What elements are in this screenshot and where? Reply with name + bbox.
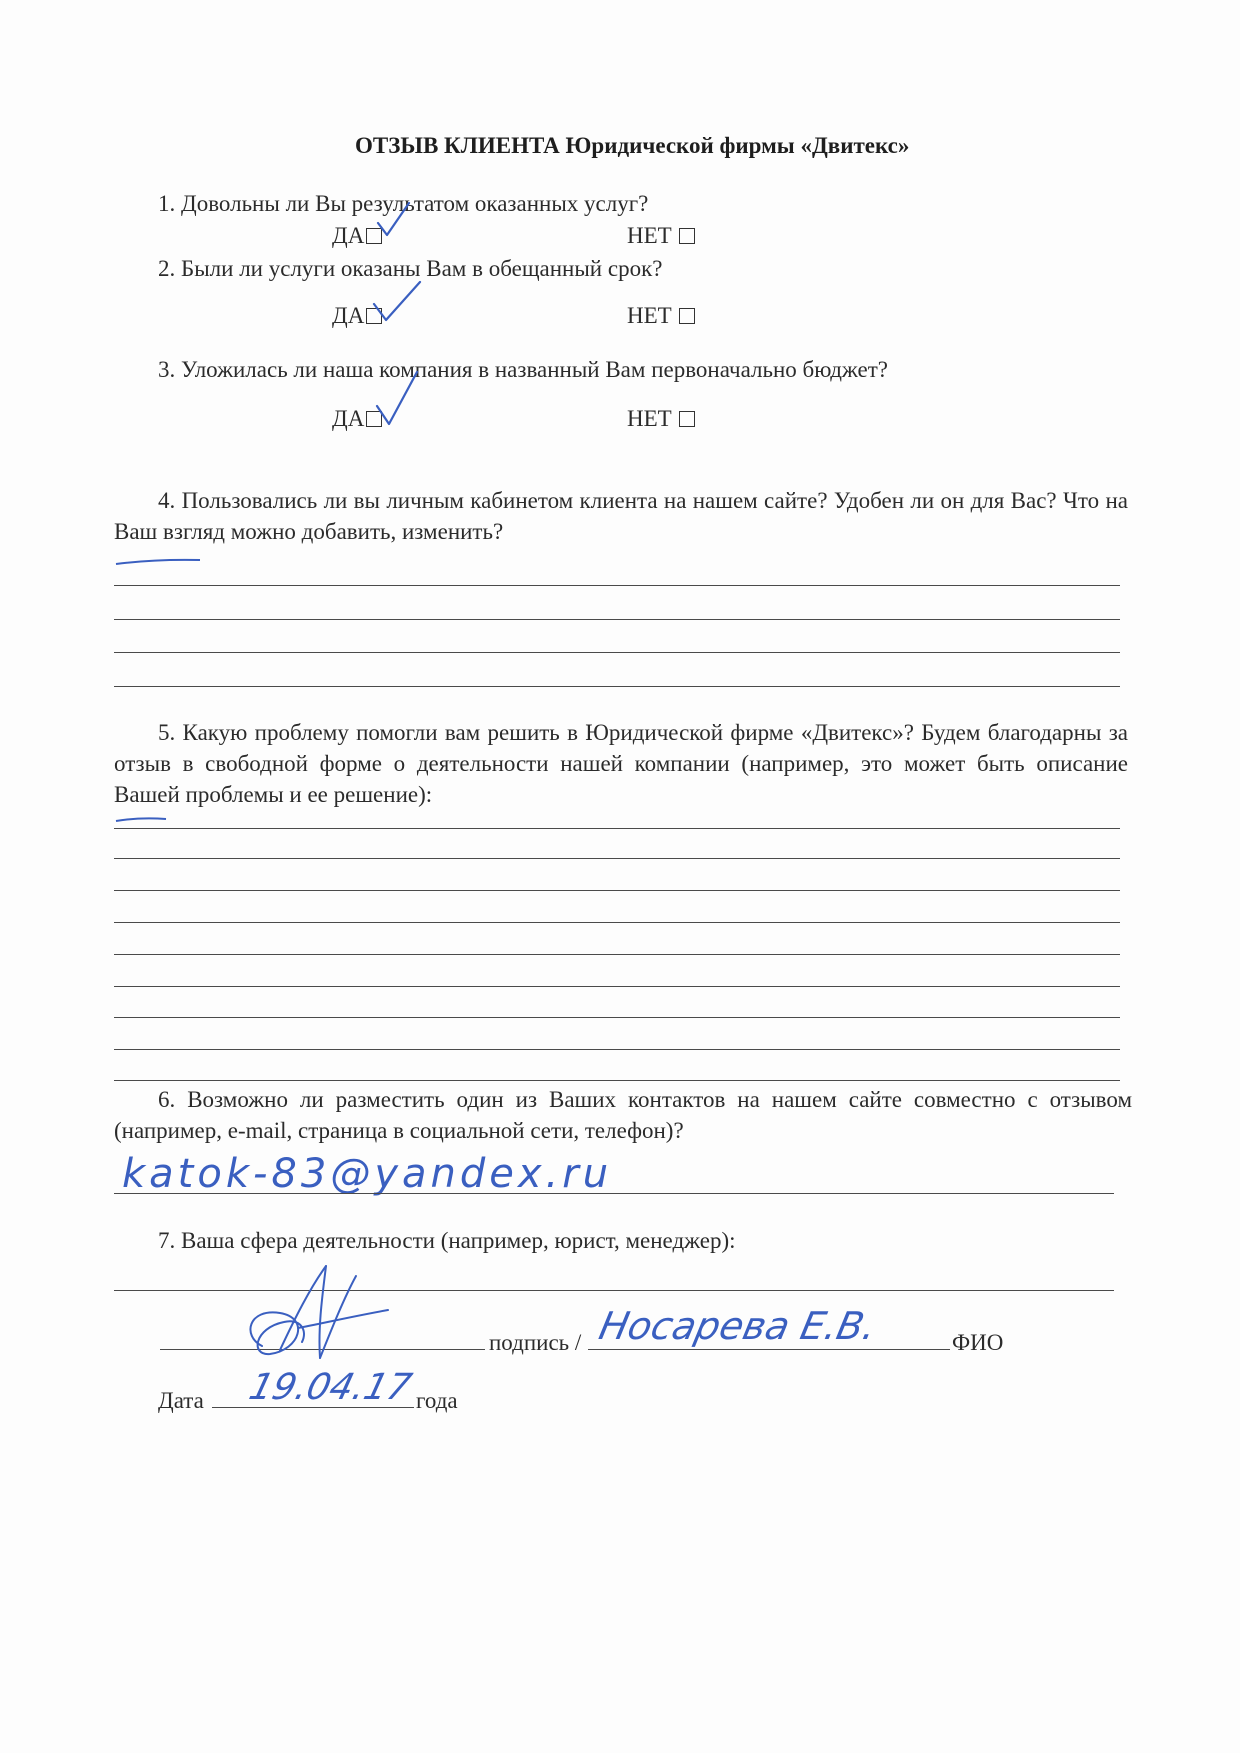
q5-answer-line-8[interactable]	[114, 1049, 1120, 1050]
question-7: 7. Ваша сфера деятельности (например, юрист, менеджер):	[158, 1228, 736, 1253]
q6-handwritten-email: katok-83@yandex.ru	[122, 1151, 613, 1197]
q3-no-option[interactable]	[627, 404, 695, 434]
question-2: 2. Были ли услуги оказаны Вам в обещанный срок?	[158, 256, 663, 281]
q3-no-checkbox[interactable]	[679, 411, 695, 427]
form-title: ОТЗЫВ КЛИЕНТА Юридической фирмы «Двитекс»	[355, 133, 910, 158]
q1-checkmark	[375, 205, 415, 245]
handwritten-signature	[240, 1258, 400, 1378]
question-1: 1. Довольны ли Вы результатом оказанных услуг?	[158, 191, 649, 216]
q3-checkmark	[375, 370, 425, 430]
q3-no-label: НЕТ	[627, 406, 672, 431]
q3-yes-label: ДА	[332, 406, 365, 431]
q5-answer-line-5[interactable]	[114, 954, 1120, 955]
fio-label: ФИО	[952, 1330, 1004, 1355]
q2-no-label: НЕТ	[627, 303, 672, 328]
question-6: 6. Возможно ли разместить один из Ваших контактов на нашем сайте совместно с отзывом (например, e-mail, страница в социальной сети, телефон)?	[114, 1087, 1132, 1143]
q6-answer-line[interactable]	[114, 1193, 1114, 1194]
q1-no-checkbox[interactable]	[679, 228, 695, 244]
year-label: года	[416, 1388, 458, 1413]
q5-answer-line-7[interactable]	[114, 1017, 1120, 1018]
fio-line[interactable]	[588, 1349, 950, 1350]
signature-label: подпись /	[489, 1330, 582, 1355]
q4-answer-line-3[interactable]	[114, 652, 1120, 653]
question-5: 5. Какую проблему помогли вам решить в Юридической фирме «Двитекс»? Будем благодарны за отзыв в свободной форме о деятельности нашей компании (например, это может быть описание Вашей проблемы и ее решение):	[114, 720, 1128, 807]
question-4: 4. Пользовались ли вы личным кабинетом клиента на нашем сайте? Удобен ли он для Вас? Что на Ваш взгляд можно добавить, изменить?	[114, 488, 1128, 544]
q4-answer-line-2[interactable]	[114, 619, 1120, 620]
question-3: 3. Уложилась ли наша компания в названный Вам первоначально бюджет?	[158, 357, 888, 382]
q2-no-checkbox[interactable]	[679, 308, 695, 324]
q4-answer-line-1[interactable]	[114, 585, 1120, 586]
q1-yes-label: ДА	[332, 223, 365, 248]
q2-yes-label: ДА	[332, 303, 365, 328]
q1-no-option[interactable]	[627, 221, 695, 251]
q5-answer-line-3[interactable]	[114, 890, 1120, 891]
q5-answer-line-4[interactable]	[114, 922, 1120, 923]
q5-answer-line-6[interactable]	[114, 986, 1120, 987]
q5-answer-line-2[interactable]	[114, 858, 1120, 859]
q5-answer-line-9[interactable]	[114, 1080, 1120, 1081]
q1-no-label: НЕТ	[627, 223, 672, 248]
q4-dash-mark	[114, 556, 204, 568]
date-label: Дата	[158, 1388, 204, 1413]
q2-checkmark	[372, 280, 422, 330]
q5-dash-mark	[114, 815, 170, 825]
fio-handwritten: Носарева Е.В.	[595, 1304, 881, 1348]
q4-answer-line-4[interactable]	[114, 686, 1120, 687]
q5-answer-line-1[interactable]	[114, 828, 1120, 829]
q2-no-option[interactable]	[627, 301, 695, 331]
date-handwritten: 19.04.17	[245, 1367, 416, 1408]
